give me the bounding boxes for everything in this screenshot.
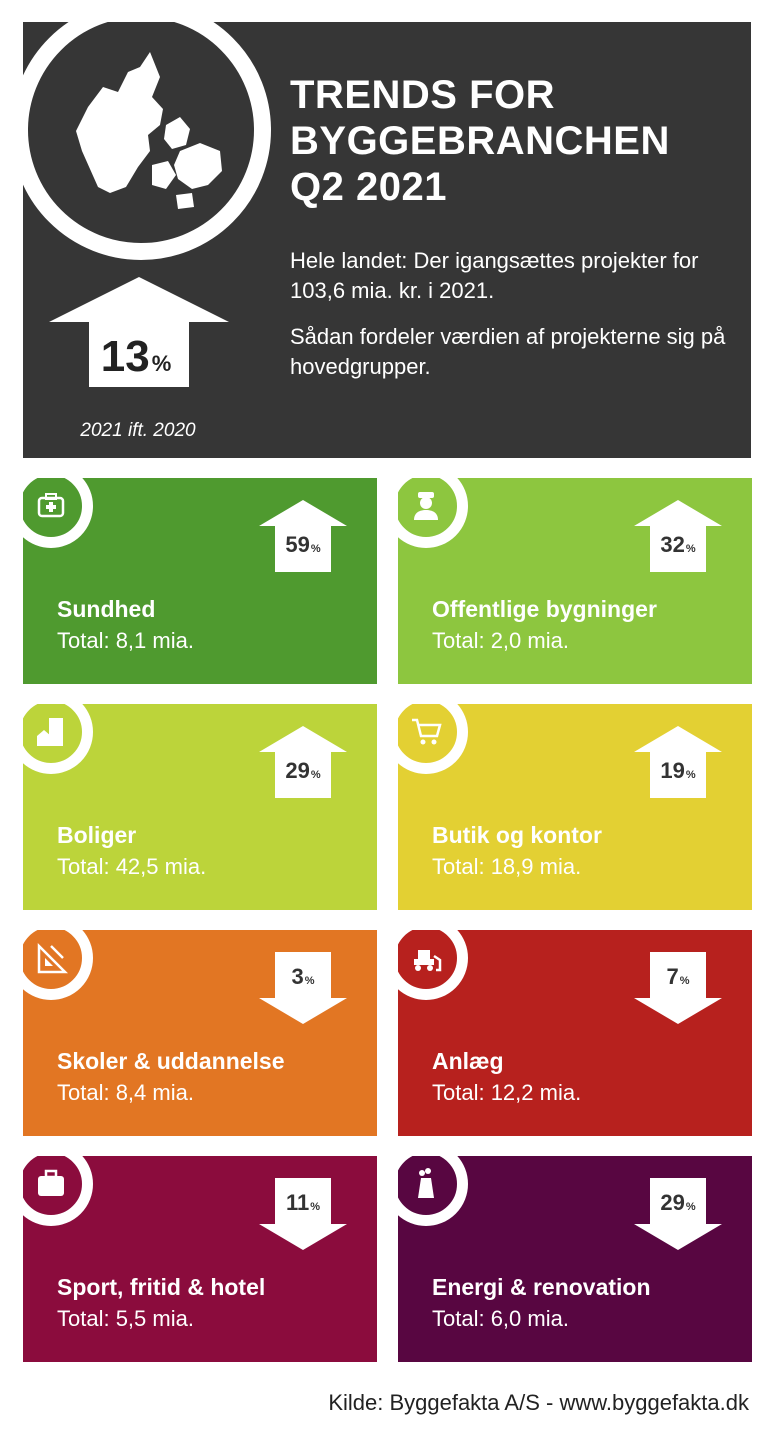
category-total: Total: 42,5 mia. xyxy=(57,854,207,879)
intro-paragraph-2: Sådan fordeler værdien af projekterne sig på hovedgrupper. xyxy=(290,324,726,379)
category-icon-circle xyxy=(398,930,468,1000)
category-name: Anlæg xyxy=(432,1048,504,1074)
change-percent: 19% xyxy=(660,758,696,783)
up-arrow-icon xyxy=(634,500,722,577)
page-title xyxy=(290,72,730,210)
up-arrow-icon xyxy=(259,726,347,803)
category-icon-circle xyxy=(23,1156,93,1226)
category-total: Total: 12,2 mia. xyxy=(432,1080,582,1105)
category-icon-circle xyxy=(398,1156,468,1226)
buildings-icon xyxy=(33,714,69,750)
category-tile xyxy=(23,1156,377,1362)
category-total: Total: 2,0 mia. xyxy=(432,628,569,653)
overall-change xyxy=(81,332,191,382)
change-percent: 59% xyxy=(285,532,321,557)
category-name: Butik og kontor xyxy=(432,822,602,848)
up-arrow-icon xyxy=(259,500,347,577)
denmark-map-icon xyxy=(68,47,228,217)
change-percent: 29% xyxy=(660,1190,696,1215)
suitcase-icon xyxy=(33,1166,69,1202)
change-percent: 11% xyxy=(285,1190,321,1215)
power-plant-icon xyxy=(408,1166,444,1202)
change-percent: 32% xyxy=(660,532,696,557)
map-circle xyxy=(23,22,271,260)
change-percent: 29% xyxy=(285,758,321,783)
category-tile xyxy=(398,930,752,1136)
category-icon-circle xyxy=(23,478,93,548)
set-square-icon xyxy=(33,940,69,976)
down-arrow-icon xyxy=(259,952,347,1029)
overall-change-unit: % xyxy=(151,351,172,376)
source-credit: Kilde: Byggefakta A/S - www.byggefakta.dk xyxy=(328,1390,749,1415)
officer-icon xyxy=(408,488,444,524)
title-line-3: Q2 2021 xyxy=(290,165,447,209)
category-name: Sundhed xyxy=(57,596,156,622)
up-arrow-icon xyxy=(634,726,722,803)
down-arrow-icon xyxy=(634,952,722,1029)
category-total: Total: 18,9 mia. xyxy=(432,854,582,879)
medical-kit-icon xyxy=(33,488,69,524)
category-name: Sport, fritid & hotel xyxy=(57,1274,266,1300)
intro-paragraph-1: Hele landet: Der igangsættes projekter for 103,6 mia. kr. i 2021. xyxy=(290,248,699,303)
category-tile xyxy=(23,478,377,684)
category-tile xyxy=(23,704,377,910)
category-name: Boliger xyxy=(57,822,137,848)
category-name: Offentlige bygninger xyxy=(432,596,657,622)
change-percent: 7% xyxy=(666,964,690,989)
header-panel xyxy=(23,22,751,458)
category-icon-circle xyxy=(398,478,468,548)
category-name: Skoler & uddannelse xyxy=(57,1048,285,1074)
shopping-cart-icon xyxy=(408,714,444,750)
category-total: Total: 5,5 mia. xyxy=(57,1306,194,1331)
down-arrow-icon xyxy=(634,1178,722,1255)
category-total: Total: 6,0 mia. xyxy=(432,1306,569,1331)
intro-text xyxy=(290,246,740,398)
category-total: Total: 8,1 mia. xyxy=(57,628,194,653)
overall-change-caption: 2021 ift. 2020 xyxy=(80,420,196,441)
category-tile xyxy=(398,704,752,910)
category-total: Total: 8,4 mia. xyxy=(57,1080,194,1105)
category-tile xyxy=(23,930,377,1136)
category-icon-circle xyxy=(23,704,93,774)
bulldozer-icon xyxy=(408,940,444,976)
category-tile xyxy=(398,478,752,684)
down-arrow-icon xyxy=(259,1178,347,1255)
category-icon-circle xyxy=(398,704,468,774)
change-percent: 3% xyxy=(291,964,315,989)
overall-change-value: 13 xyxy=(100,332,150,381)
title-line-1: TRENDS FOR xyxy=(290,73,555,117)
category-icon-circle xyxy=(23,930,93,1000)
category-tile xyxy=(398,1156,752,1362)
title-line-2: BYGGEBRANCHEN xyxy=(290,119,670,163)
category-name: Energi & renovation xyxy=(432,1274,651,1300)
